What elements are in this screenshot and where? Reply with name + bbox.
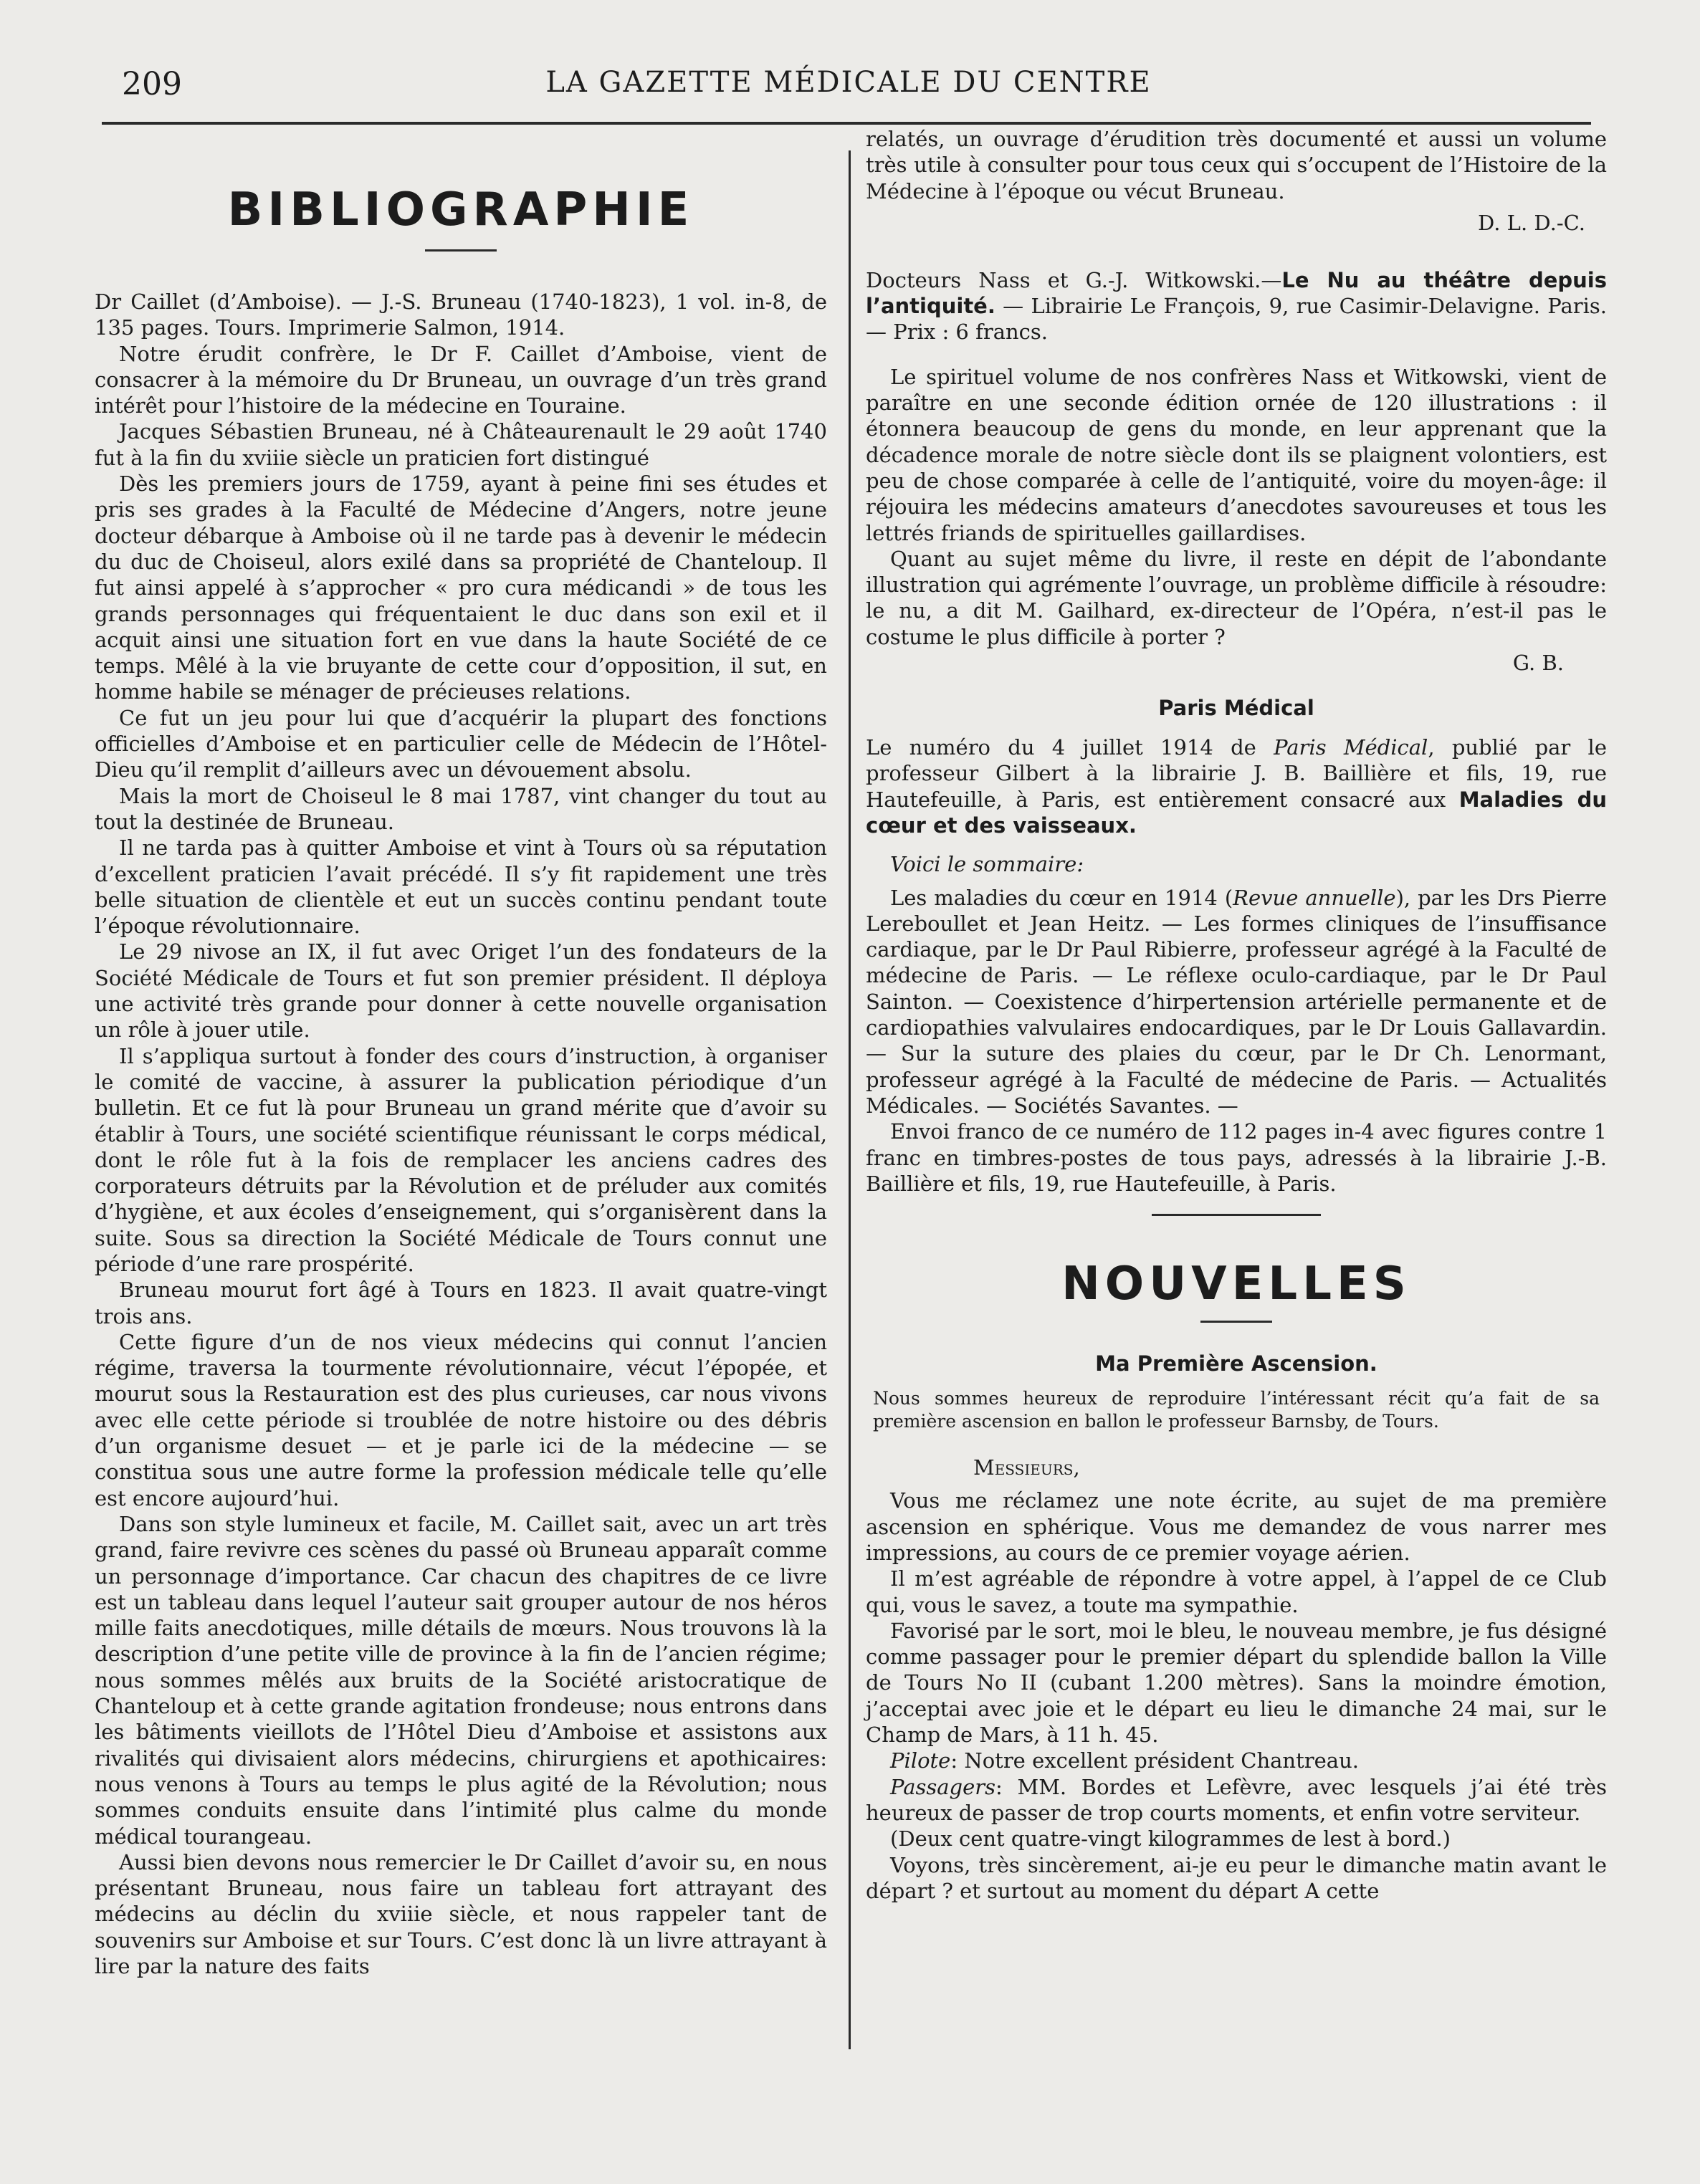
review-authors: Docteurs Nass et G.-J. Witkowski.— <box>866 267 1282 292</box>
paris-medical-heading: Paris Médical <box>1158 696 1314 721</box>
sommaire-label: Voici le sommaire: <box>890 852 1084 877</box>
paragraph: Le 29 nivose an IX, il fut avec Origet l’un des fondateurs de la Société Médicale de Tours et fut son premier président. Il déploya une activité très grande pour donner à cette nouvelle organisation un rôle à jouer utile. <box>95 939 827 1043</box>
issue-topic: Maladies du cœur et des vaisseaux. <box>866 787 1607 838</box>
citation: Dr Caillet (d’Amboise). — J.-S. Bruneau (1740-1823), 1 vol. in-8, de 135 pages. Tours. Imprimerie Salmon, 1914. <box>95 289 827 340</box>
journal-name: Paris Médical <box>1274 735 1428 760</box>
paragraph: Dès les premiers jours de 1759, ayant à peine fini ses études et pris ses grades à la Faculté de Médecine d’Angers, notre jeune docteur débarque à Amboise où il ne tarde pas à devenir le médecin du duc de Choiseul, alors exilé dans sa propriété de Chanteloup. Il fut ainsi appelé à s’approcher « pro cura médicandi » de tous les grands personnages qui fréquentaient le duc dans son exil et il acquit ainsi une situation fort en vue dans la haute Société de ce temps. Mêlé à la vie bruyante de cette cour d’opposition, il sut, en homme habile se ménager de précieuses relations. <box>95 471 827 704</box>
heading-rule <box>425 249 497 252</box>
heading-rule <box>1200 1321 1272 1323</box>
passagers-text: : MM. Bordes et Lefèvre, avec lesquels j’ai été très heureux de passer de trop courts moments, et enfin votre serviteur. <box>866 1774 1607 1825</box>
page-header <box>106 66 1591 105</box>
paragraph: Voyons, très sincèrement, ai-je eu peur le dimanche matin avant le départ ? et surtout au moment du départ A cette <box>866 1852 1607 1903</box>
journal-title: LA GAZETTE MÉDICALE DU CENTRE <box>545 66 1152 99</box>
paragraph: Le spirituel volume de nos confrères Nass et Witkowski, vient de paraître en une seconde édition ornée de 120 illustrations : il étonnera beaucoup de gens du monde, en leur apprenant que la décadence morale de notre siècle dont ils se plaignent volontiers, est peu de chose comparée à celle de l’antiquité, voire du moyen-âge: il réjouira les médecins amateurs d’anecdotes savoureuses et tous les lettrés friands de spirituelles gaillardises. <box>866 364 1607 545</box>
intro-text: Le numéro du 4 juillet 1914 de <box>866 735 1274 760</box>
paragraph: (Deux cent quatre-vingt kilogrammes de lest à bord.) <box>890 1826 1451 1852</box>
sommaire-text: ), par les Drs Pierre Lereboullet et Jean Heitz. — Les formes cliniques de l’insuffisance cardiaque, par le Dr Paul Ribierre, professeur agrégé à la Faculté de médecine de Paris. — Le réflexe oculo-cardiaque, par le Dr Paul Sainton. — Coexistence d’hirpertension artérielle permanente et de cardiopathies valvulaires endocardiques, par le Dr Louis Gallavardin. — Sur la suture des plaies du cœur, par le Dr Ch. Lenormant, professeur agrégé à la Faculté de médecine de Paris. — Actualités Médicales. — Sociétés Savantes. — <box>866 885 1607 1118</box>
paragraph: Il ne tarda pas à quitter Amboise et vint à Tours où sa réputation d’excellent praticien l’avait précédé. Il s’y fit rapidement une très belle situation de clientèle et eut un succès continu pendant toute l’époque révolutionnaire. <box>95 835 827 939</box>
paragraph: Aussi bien devons nous remercier le Dr Caillet d’avoir su, en nous présentant Bruneau, nous faire un tableau fort attrayant des médecins au déclin du xviiie siècle, et nous rappeler tant de souvenirs sur Amboise et sur Tours. C’est donc là un livre attrayant à lire par la nature des faits <box>95 1849 827 1978</box>
paragraph: Ce fut un jeu pour lui que d’acquérir la plupart des fonctions officielles d’Amboise et en particulier celle de Médecin de l’Hôtel-Dieu qu’il remplit d’ailleurs avec un dévouement absolu. <box>95 705 827 782</box>
sommaire-text: Les maladies du cœur en 1914 ( <box>890 885 1233 910</box>
paragraph: Quant au sujet même du livre, il reste en dépit de l’abondante illustration qui agrémente l’ouvrage, un problème difficile à résoudre: le nu, a dit M. Gailhard, ex-directeur de l’Opéra, n’est-il pas le costume le plus difficile à porter ? <box>866 546 1607 649</box>
article-intro: Nous sommes heureux de reproduire l’intéressant récit qu’a fait de sa première ascension en ballon le professeur Barnsby, de Tours. <box>873 1388 1600 1432</box>
signature: G. B. <box>1512 651 1564 676</box>
intro-text: , publié par le professeur Gilbert à la librairie J. B. Baillière et fils, 19, rue Hautefeuille, à Paris, est entièrement consacré aux <box>866 735 1607 812</box>
review-citation <box>866 267 1607 345</box>
sommaire-italic: Revue annuelle <box>1233 885 1396 910</box>
column-divider <box>849 150 851 2049</box>
paragraph: Cette figure d’un de nos vieux médecins qui connut l’ancien régime, traversa la tourmente révolutionnaire, vécut l’épopée, et mourut sous la Restauration est des plus curieuses, car nous vivons avec elle cette période si troublée de notre histoire ou des débris d’un organisme desuet — et je parle ici de la médecine — se constitua sous une autre forme la profession médicale telle qu’elle est encore aujourd’hui. <box>95 1329 827 1510</box>
right-column <box>866 126 1607 1904</box>
paragraph: Mais la mort de Choiseul le 8 mai 1787, vint changer du tout au tout la destinée de Bruneau. <box>95 783 827 834</box>
article-title: Ma Première Ascension. <box>1095 1351 1377 1376</box>
paragraph: Favorisé par le sort, moi le bleu, le nouveau membre, je fus désigné comme passager pour le premier départ du splendide ballon la Ville de Tours No II (cubant 1.200 mètres). Sans la moindre émotion, j’acceptai avec joie et le départ eu lieu le dimanche 24 mai, sur le Champ de Mars, à 11 h. 45. <box>866 1618 1607 1748</box>
envoi: Envoi franco de ce numéro de 112 pages in-4 avec figures contre 1 franc en timbres-postes de tous pays, adressés à la librairie J.-B. Baillière et fils, 19, rue Hautefeuille, à Paris. <box>866 1119 1607 1196</box>
page-number: 209 <box>122 66 182 102</box>
review-book-title: Le Nu au théâtre depuis l’antiquité. <box>866 267 1607 319</box>
passagers-label: Passagers <box>890 1774 996 1799</box>
separator-rule <box>1152 1214 1321 1216</box>
sommaire <box>866 885 1607 1119</box>
pilote-text: : Notre excellent président Chantreau. <box>950 1748 1359 1773</box>
pilote-line <box>866 1748 1607 1773</box>
bibliographie-heading: BIBLIOGRAPHIE <box>227 183 694 236</box>
signature: D. L. D.-C. <box>1478 210 1585 235</box>
review-publisher: — Librairie Le François, 9, rue Casimir-Delavigne. Paris. — Prix : 6 francs. <box>866 294 1607 345</box>
salutation: Messieurs, <box>973 1455 1080 1480</box>
pilote-label: Pilote <box>890 1748 951 1773</box>
paragraph: Vous me réclamez une note écrite, au sujet de ma première ascension en sphérique. Vous me demandez de vous narrer mes impressions, au cours de ce premier voyage aérien. <box>866 1488 1607 1565</box>
paragraph: Dans son style lumineux et facile, M. Caillet sait, avec un art très grand, faire revivre ces scènes du passé où Bruneau apparaît comme un personnage d’importance. Car chacun des chapitres de ce livre est un tableau dans lequel l’auteur sait grouper autour de nos héros mille faits anecdotiques, mille détails de mœurs. Nous trouvons là la description d’une petite ville de province à la fin de l’ancien régime; nous sommes mêlés aux bruits de la Société aristocratique de Chanteloup et à cette grande agitation frondeuse; nous entrons dans les bâtiments vieillots de l’Hôtel Dieu d’Amboise et assistons aux rivalités qui divisaient alors médecins, chirurgiens et apothicaires: nous venons à Tours au temps le plus agité de la Révolution; nous sommes conduits ensuite dans l’intimité plus calme du monde médical tourangeau. <box>95 1511 827 1849</box>
paris-medical-intro <box>866 734 1607 838</box>
paragraph: Bruneau mourut fort âgé à Tours en 1823. Il avait quatre-vingt trois ans. <box>95 1278 827 1328</box>
continuation-text: relatés, un ouvrage d’érudition très documenté et aussi un volume très utile à consulter pour tous ceux qui s’occupent de l’Histoire de la Médecine à l’époque ou vécut Bruneau. <box>866 127 1607 203</box>
passagers-line <box>866 1774 1607 1826</box>
header-rule <box>102 122 1591 125</box>
paragraph: Il m’est agréable de répondre à votre appel, à l’appel de ce Club qui, vous le savez, a toute ma sympathie. <box>866 1566 1607 1617</box>
left-column <box>95 126 827 1979</box>
paragraph: Jacques Sébastien Bruneau, né à Châteaurenault le 29 août 1740 fut à la fin du xviiie siècle un praticien fort distingué <box>95 419 827 470</box>
nouvelles-heading: NOUVELLES <box>1061 1258 1411 1311</box>
paragraph: Notre érudit confrère, le Dr F. Caillet d’Amboise, vient de consacrer à la mémoire du Dr Bruneau, un ouvrage d’un très grand intérêt pour l’histoire de la médecine en Touraine. <box>95 341 827 418</box>
paragraph: Il s’appliqua surtout à fonder des cours d’instruction, à organiser le comité de vaccine, à assurer la publication périodique d’un bulletin. Et ce fut là pour Bruneau un grand mérite que d’avoir su établir à Tours, une société scientifique réunissant le corps médical, dont le rôle fut à la fois de remplacer les anciens cadres des corporateurs détruits par la Révolution et de préluder aux comités d’hygiène, et aux écoles d’enseignement, qui s’organisèrent dans la suite. Sous sa direction la Société Médicale de Tours connut une période d’une rare prospérité. <box>95 1043 827 1276</box>
